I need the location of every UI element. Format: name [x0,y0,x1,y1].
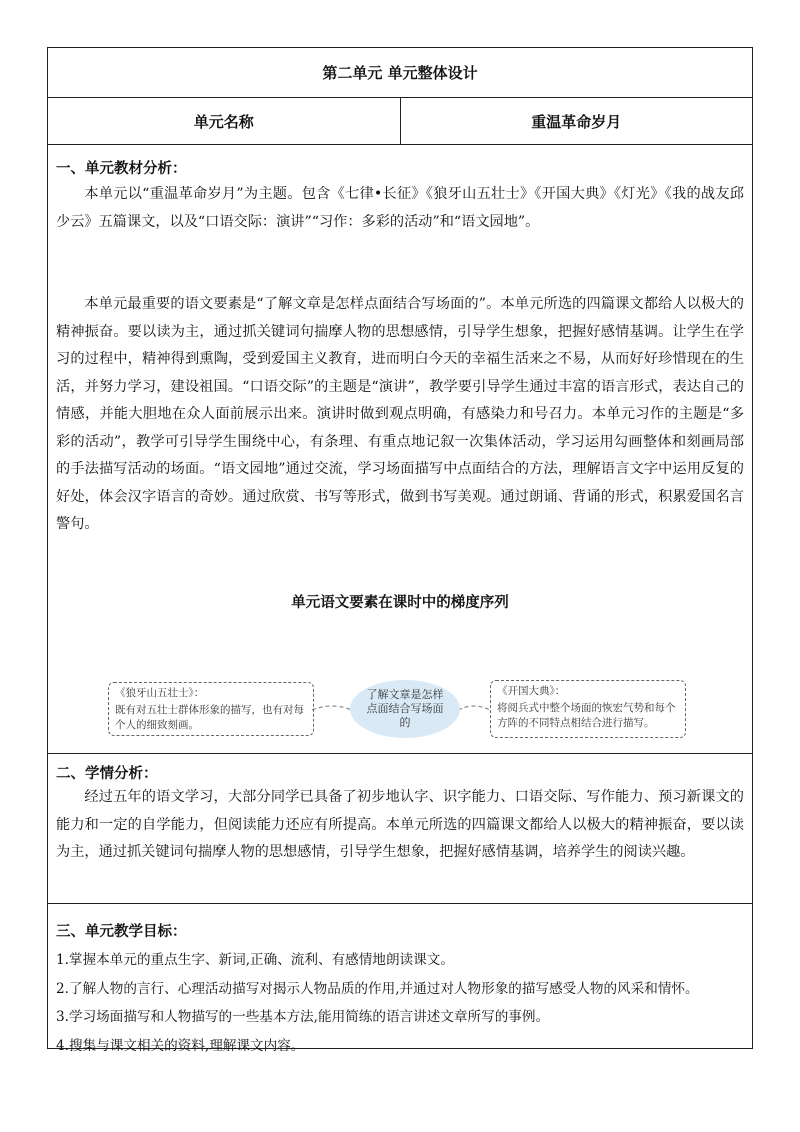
table-title [48,48,752,98]
section3-heading: 三、单元教学目标： [56,924,187,940]
diagram-right-title: 《开国大典》： [497,685,566,697]
diagram-right-box [490,680,686,738]
diagram-right-text: 将阅兵式中整个场面的恢宏气势和每个方阵的不同特点相结合进行描写。 [497,702,676,729]
section-teaching-goals [48,904,752,1054]
section1-paragraph-2: 本单元最重要的语文要素是“了解文章是怎样点面结合写场面的”。本单元所选的四篇课文都给人以极大的精神振奋。要以读为主，通过抓关键词句揣摩人物的思想感情，引导学生想象，把握好感情基调。让学生在学习的过程中，精神得到熏陶，受到爱国主义教育，进而明白今天的幸福生活来之不易，从而好好珍惜现在的生活，并努力学习，建设祖国。“口语交际”的主题是“演讲”，教学要引导学生通过丰富的语言形式，表达自己的情感，并能大胆地在众人面前展示出来。演讲时做到观点明确，有感染力和号召力。本单元习作的主题是“多彩的活动”，教学可引导学生围绕中心，有条理、有重点地记叙一次集体活动，学习运用勾画整体和刻画局部的手法描写活动的场面。“语文园地”通过交流，学习场面描写中点面结合的方法，理解语言文字中运用反复的好处，体会汉字语言的奇妙。通过欣赏、书写等形式，做到书写美观。通过朗诵、背诵的形式，积累爱国名言警句。 [56,296,744,532]
diagram-left-box [108,682,314,736]
diagram-center-ellipse [350,680,460,738]
diagram-left-title: 《狼牙山五壮士》： [115,687,205,699]
section2-heading: 二、学情分析： [56,766,158,782]
section-learner-analysis [48,754,752,904]
section1-heading: 一、单元教材分析： [56,161,187,177]
section1-paragraph-1: 本单元以“重温革命岁月”为主题。包含《七律•长征》《狼牙山五壮士》《开国大典》《灯光》《我的战友邱少云》五篇课文，以及“口语交际：演讲”“习作：多彩的活动”和“语文园地”。 [56,186,744,230]
section2-paragraph: 经过五年的语文学习，大部分同学已具备了初步地认字、识字能力、口语交际、写作能力、预习新课文的能力和一定的自学能力，但阅读能力还应有所提高。本单元所选的四篇课文都给人以极大的精神振奋，要以读为主，通过抓关键词句揣摩人物的思想感情，引导学生想象，把握好感情基调，培养学生的阅读兴趣。 [56,789,744,860]
unit-name-row [48,98,752,145]
table-title-text: 第二单元 单元整体设计 [322,64,478,82]
goal-item: 1.掌握本单元的重点生字、新词,正确、流利、有感情地朗读课文。 [56,952,454,968]
goal-item: 3.学习场面描写和人物描写的一些基本方法,能用简练的语言讲述文章所写的事例。 [56,1009,550,1025]
unit-name-value: 重温革命岁月 [531,112,622,131]
unit-design-table [47,47,753,1054]
section-material-analysis [48,145,752,754]
unit-name-label: 单元名称 [48,98,401,144]
gradient-diagram [106,680,686,738]
goal-item: 2.了解人物的言行、心理活动描写对揭示人物品质的作用,并通过对人物形象的描写感受人物的风采和情怀。 [56,980,699,997]
diagram-center-text: 了解文章是怎样点面结合写场面的 [366,688,444,729]
diagram-title: 单元语文要素在课时中的梯度序列 [291,595,509,611]
goal-item: 4.搜集与课文相关的资料,理解课文内容。 [56,1037,305,1054]
goals-list [56,946,744,1060]
diagram-left-text: 既有对五壮士群体形象的描写，也有对每个人的细致刻画。 [115,704,304,731]
